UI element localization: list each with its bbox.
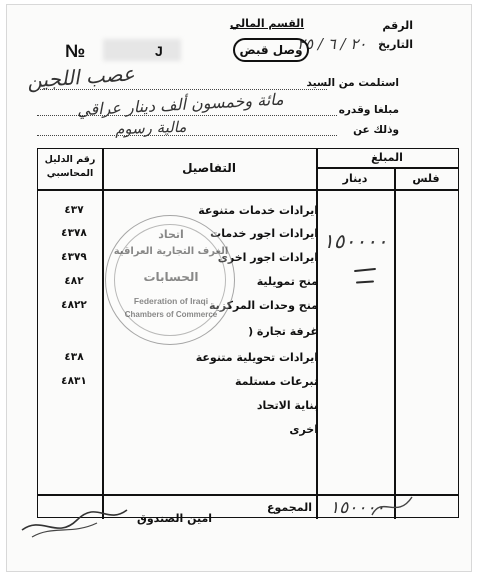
federation-stamp bbox=[105, 215, 235, 345]
amount-subheader-line bbox=[316, 167, 458, 169]
row-detail-6: غرفة تجارة ( bbox=[248, 325, 318, 338]
cashier-label: امين الصندوق bbox=[137, 512, 213, 525]
row-code-4: ٤٨٢ bbox=[64, 275, 84, 287]
received-from-line bbox=[37, 89, 327, 90]
col-divider-code bbox=[102, 149, 104, 519]
row-detail-4: منح تمويلية bbox=[256, 275, 318, 288]
received-from-handwriting: عصب اللجين bbox=[26, 61, 136, 93]
number-label: الرقم bbox=[382, 19, 413, 32]
row-detail-8: تبرعات مستلمة bbox=[234, 375, 318, 388]
stamp-line-4: Federation of Iraqi bbox=[133, 296, 209, 306]
total-label: المجموع bbox=[267, 501, 312, 514]
header-bottom-line bbox=[38, 189, 458, 191]
received-from-label: استلمت من السيد bbox=[306, 77, 399, 89]
for-line bbox=[37, 135, 337, 136]
header-amount: المبلغ bbox=[371, 151, 403, 164]
receipt-page bbox=[6, 4, 472, 572]
row-detail-3: ايرادات اجور اخرى bbox=[217, 251, 318, 264]
col-divider-fils bbox=[394, 167, 396, 519]
signature-scribble bbox=[17, 495, 137, 545]
details-table bbox=[37, 148, 459, 518]
row-detail-5: منح وحدات المركزية bbox=[209, 299, 318, 312]
row-detail-1: ايرادات خدمات متنوعة bbox=[198, 204, 318, 217]
receipt-number-value: J bbox=[155, 43, 165, 59]
row-detail-9: بناية الاتحاد bbox=[256, 399, 318, 412]
receipt-number-symbol: № bbox=[65, 41, 86, 61]
date-label: التاريخ bbox=[378, 38, 413, 51]
date-value: ٢٠ / ٦ / ٢٥ bbox=[297, 35, 367, 53]
row-detail-10: اخرى bbox=[289, 423, 318, 436]
total-handwriting: ١٥٠٠٠٠ bbox=[330, 498, 385, 518]
redacted-number bbox=[103, 39, 181, 61]
row-amount-handwriting: ١٥٠٠٠٠ bbox=[323, 229, 388, 253]
stamp-line-3: الحسابات bbox=[143, 270, 199, 284]
amount-dash-1 bbox=[354, 268, 376, 272]
amount-dash-2 bbox=[356, 280, 374, 283]
row-detail-2: ايرادات اجور خدمات bbox=[210, 227, 318, 240]
department-title: القسم المالي bbox=[229, 17, 305, 30]
row-code-7: ٤٣٨ bbox=[64, 351, 84, 363]
stamp-line-1: اتحاد bbox=[158, 228, 184, 241]
row-code-1: ٤٣٧ bbox=[64, 204, 84, 216]
row-code-2: ٤٣٧٨ bbox=[61, 227, 87, 239]
row-code-8: ٤٨٣١ bbox=[61, 375, 87, 387]
header-dinar: دينار bbox=[342, 172, 368, 185]
amount-label: مبلغا وقدره bbox=[338, 104, 399, 116]
handwritten-mark bbox=[367, 485, 427, 525]
stamp-line-5: Chambers of Commerce bbox=[124, 310, 218, 319]
row-code-3: ٤٣٧٩ bbox=[61, 251, 87, 263]
header-details: التفاصيل bbox=[182, 161, 236, 175]
stamp-line-2: الغرف التجارية العراقية bbox=[113, 246, 229, 257]
header-fils: فلس bbox=[412, 172, 440, 185]
header-code: رقم الدليل المحاسبي bbox=[44, 154, 96, 179]
row-detail-7: ايرادات تحويلية متنوعة bbox=[195, 351, 318, 364]
for-handwriting: مالية رسوم bbox=[114, 117, 187, 139]
amount-handwriting: مائة وخمسون ألف دينار عراقي bbox=[76, 89, 285, 120]
receipt-title: وصل قبض bbox=[233, 38, 309, 62]
row-code-5: ٤٨٢٢ bbox=[61, 299, 87, 311]
for-label: وذلك عن bbox=[353, 124, 399, 136]
